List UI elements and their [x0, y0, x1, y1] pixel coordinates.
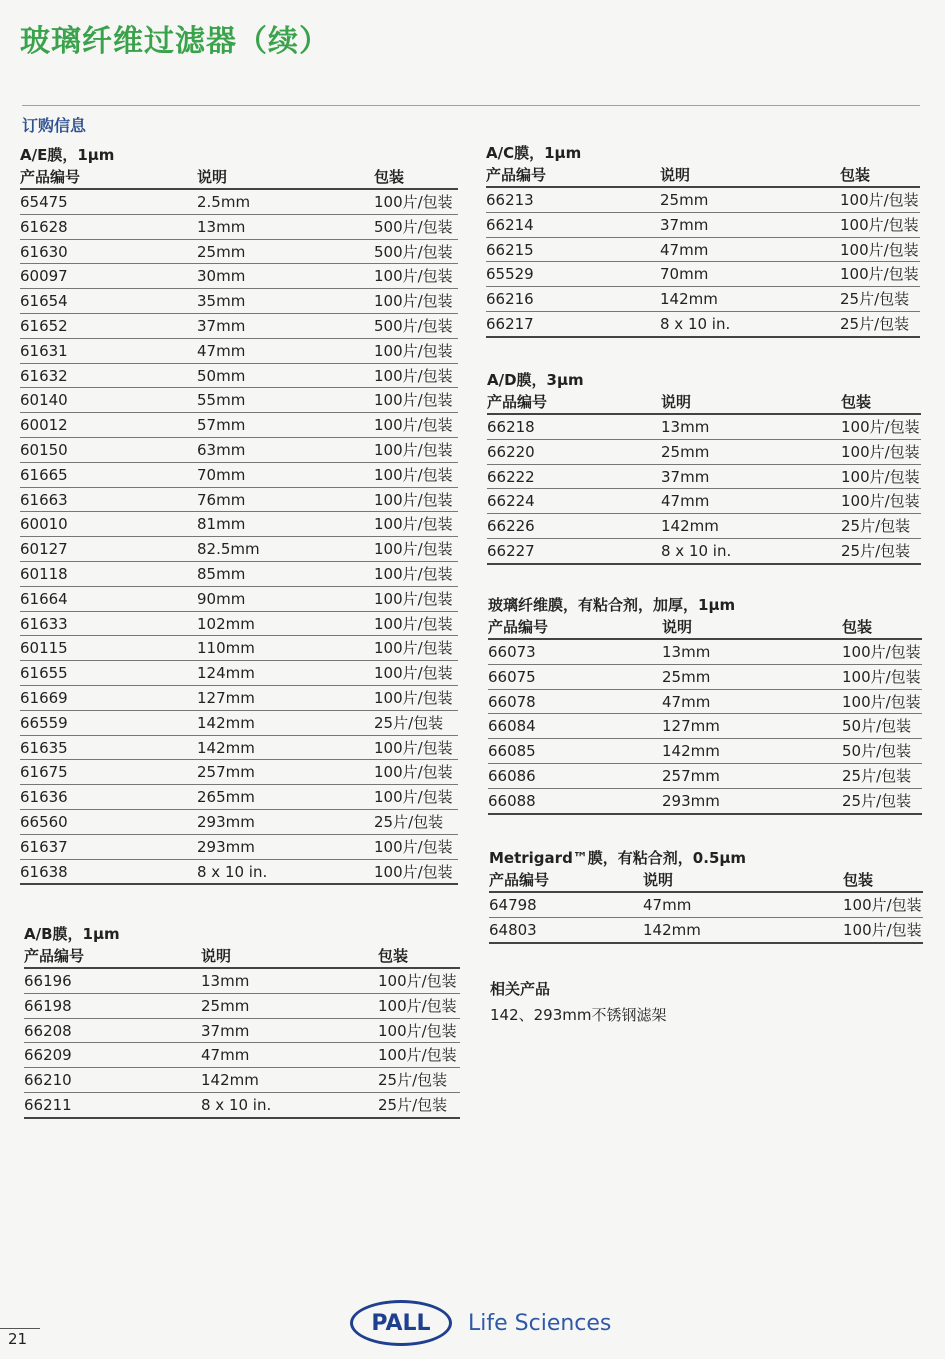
table-row — [24, 1019, 460, 1044]
description: 124mm — [197, 664, 255, 683]
product-code: 66084 — [488, 717, 536, 736]
description: 37mm — [197, 316, 246, 335]
package: 100片/包装 — [374, 515, 453, 534]
header-cell: 产品编号 — [487, 393, 548, 411]
product-code: 66198 — [24, 996, 72, 1015]
table-title: A/D膜，3μm — [487, 371, 584, 389]
description: 90mm — [197, 589, 246, 608]
table-header — [20, 166, 458, 190]
product-code: 66085 — [488, 742, 536, 761]
header-cell: 产品编号 — [486, 166, 547, 184]
description: 8 x 10 in. — [201, 1095, 272, 1114]
table-row — [486, 312, 920, 338]
product-code: 66208 — [24, 1021, 72, 1040]
header-cell: 产品编号 — [489, 871, 550, 889]
package: 100片/包装 — [374, 564, 453, 583]
table-row — [20, 686, 458, 711]
product-code: 64803 — [489, 920, 537, 939]
product-code: 66227 — [487, 541, 535, 560]
product-code: 60127 — [20, 540, 68, 559]
description: 47mm — [643, 896, 692, 914]
description: 57mm — [197, 416, 246, 435]
product-code: 61637 — [20, 837, 68, 856]
description: 102mm — [197, 614, 255, 633]
description: 37mm — [201, 1021, 250, 1040]
product-code: 60115 — [20, 639, 68, 658]
description: 127mm — [197, 688, 255, 707]
page-number: 21 — [8, 1330, 28, 1348]
table-row — [20, 785, 458, 810]
table-row — [487, 539, 921, 565]
description: 37mm — [660, 215, 709, 234]
product-code: 61654 — [20, 292, 68, 311]
table-row — [24, 1093, 460, 1119]
description: 142mm — [201, 1071, 259, 1090]
product-code: 66220 — [487, 442, 535, 461]
table-row — [487, 415, 921, 440]
package: 100片/包装 — [840, 191, 919, 209]
description: 37mm — [661, 467, 710, 486]
package: 100片/包装 — [374, 614, 453, 633]
description: 47mm — [661, 492, 710, 511]
description: 47mm — [201, 1046, 250, 1065]
description: 127mm — [662, 717, 720, 736]
package: 100片/包装 — [374, 366, 453, 385]
package: 25片/包装 — [378, 1071, 448, 1090]
table-header — [24, 945, 460, 969]
description: 30mm — [197, 267, 246, 286]
package: 100片/包装 — [841, 442, 920, 461]
product-code: 61632 — [20, 366, 68, 385]
package: 25片/包装 — [841, 541, 911, 560]
description: 85mm — [197, 564, 246, 583]
description: 25mm — [201, 996, 250, 1015]
product-code: 66211 — [24, 1095, 72, 1114]
table-row — [487, 440, 921, 465]
package: 100片/包装 — [841, 492, 920, 511]
table-header — [489, 869, 923, 893]
description: 257mm — [197, 763, 255, 782]
product-code: 61669 — [20, 688, 68, 707]
section-heading: 订购信息 — [22, 116, 87, 135]
package: 100片/包装 — [374, 688, 453, 707]
description: 13mm — [201, 972, 250, 990]
package: 100片/包装 — [374, 416, 453, 435]
package: 100片/包装 — [378, 1021, 457, 1040]
package: 100片/包装 — [378, 972, 457, 990]
description: 82.5mm — [197, 540, 260, 559]
table-row — [20, 463, 458, 488]
product-code: 60150 — [20, 440, 68, 459]
package: 100片/包装 — [378, 996, 457, 1015]
table-row — [24, 969, 460, 994]
table-row — [486, 188, 920, 213]
description: 47mm — [660, 240, 709, 259]
package: 100片/包装 — [374, 465, 453, 484]
product-code: 61630 — [20, 242, 68, 261]
description: 265mm — [197, 788, 255, 807]
product-code: 61665 — [20, 465, 68, 484]
package: 100片/包装 — [843, 920, 922, 939]
table-row — [24, 1068, 460, 1093]
package: 100片/包装 — [374, 639, 453, 658]
description: 25mm — [661, 442, 710, 461]
logo-text: Life Sciences — [468, 1310, 612, 1336]
description: 2.5mm — [197, 193, 251, 211]
product-code: 66196 — [24, 972, 72, 990]
product-code: 61664 — [20, 589, 68, 608]
product-code: 66214 — [486, 215, 534, 234]
table-row — [20, 835, 458, 860]
table-row — [487, 514, 921, 539]
package: 50片/包装 — [842, 717, 912, 736]
product-code: 61628 — [20, 217, 68, 236]
table-row — [20, 438, 458, 463]
header-cell: 产品编号 — [488, 618, 549, 636]
description: 13mm — [662, 643, 711, 661]
package: 100片/包装 — [378, 1046, 457, 1065]
table-title: A/B膜，1μm — [24, 925, 120, 943]
header-cell: 说明 — [201, 947, 232, 965]
description: 110mm — [197, 639, 255, 658]
description: 25mm — [197, 242, 246, 261]
header-cell: 包装 — [842, 618, 873, 636]
related-text: 142、293mm不锈钢滤架 — [490, 1006, 667, 1024]
table-row — [20, 314, 458, 339]
table-row — [20, 215, 458, 240]
description: 70mm — [197, 465, 246, 484]
package: 100片/包装 — [843, 896, 922, 914]
description: 76mm — [197, 490, 246, 509]
package: 100片/包装 — [374, 292, 453, 311]
table-ae — [20, 144, 458, 885]
product-code: 66216 — [486, 290, 534, 309]
page-title: 玻璃纤维过滤器（续） — [20, 24, 330, 59]
package: 100片/包装 — [374, 540, 453, 559]
product-code: 66078 — [488, 692, 536, 711]
table-row — [486, 262, 920, 287]
table-title: Metrigard™膜，有粘合剂，0.5μm — [489, 849, 747, 867]
table-row — [20, 860, 458, 886]
package: 100片/包装 — [374, 763, 453, 782]
package: 500片/包装 — [374, 316, 453, 335]
header-cell: 说明 — [660, 166, 691, 184]
description: 13mm — [661, 418, 710, 436]
product-code: 61635 — [20, 738, 68, 757]
package: 100片/包装 — [841, 467, 920, 486]
package: 100片/包装 — [842, 643, 921, 661]
description: 47mm — [662, 692, 711, 711]
description: 25mm — [662, 667, 711, 686]
package: 100片/包装 — [374, 341, 453, 360]
package: 100片/包装 — [374, 490, 453, 509]
description: 142mm — [197, 713, 255, 732]
table-row — [20, 587, 458, 612]
table-row — [20, 612, 458, 637]
package: 50片/包装 — [842, 742, 912, 761]
product-code: 66213 — [486, 191, 534, 209]
description: 50mm — [197, 366, 246, 385]
pall-logo — [350, 1300, 611, 1346]
description: 8 x 10 in. — [660, 314, 731, 333]
description: 63mm — [197, 440, 246, 459]
table-row — [488, 714, 922, 739]
description: 25mm — [660, 191, 709, 209]
product-code: 66088 — [488, 791, 536, 810]
table-row — [20, 488, 458, 513]
description: 8 x 10 in. — [661, 541, 732, 560]
table-row — [24, 994, 460, 1019]
header-cell: 包装 — [841, 393, 872, 411]
product-code: 61631 — [20, 341, 68, 360]
header-cell: 包装 — [378, 947, 409, 965]
table-row — [20, 760, 458, 785]
description: 47mm — [197, 341, 246, 360]
table-ad — [487, 369, 921, 565]
package: 100片/包装 — [374, 267, 453, 286]
package: 100片/包装 — [374, 738, 453, 757]
table-row — [487, 489, 921, 514]
product-code: 60118 — [20, 564, 68, 583]
product-code: 66209 — [24, 1046, 72, 1065]
table-row — [486, 238, 920, 263]
product-code: 61675 — [20, 763, 68, 782]
header-cell: 包装 — [374, 168, 405, 186]
table-header — [488, 616, 922, 640]
package: 25片/包装 — [840, 290, 910, 309]
product-code: 66224 — [487, 492, 535, 511]
description: 70mm — [660, 265, 709, 284]
table-row — [20, 512, 458, 537]
package: 25片/包装 — [842, 766, 912, 785]
description: 55mm — [197, 391, 246, 410]
header-cell: 说明 — [643, 871, 674, 889]
description: 35mm — [197, 292, 246, 311]
package: 100片/包装 — [374, 193, 453, 211]
product-code: 66218 — [487, 418, 535, 436]
table-row — [20, 264, 458, 289]
table-row — [489, 918, 923, 944]
package: 100片/包装 — [842, 667, 921, 686]
package: 100片/包装 — [841, 418, 920, 436]
product-code: 61652 — [20, 316, 68, 335]
table-row — [20, 190, 458, 215]
table-ac — [486, 142, 920, 338]
product-code: 66086 — [488, 766, 536, 785]
table-title: A/C膜，1μm — [486, 144, 582, 162]
product-code: 66215 — [486, 240, 534, 259]
product-code: 65529 — [486, 265, 534, 284]
description: 142mm — [661, 517, 719, 536]
product-code: 64798 — [489, 896, 537, 914]
package: 25片/包装 — [840, 314, 910, 333]
table-row — [488, 665, 922, 690]
table-row — [488, 690, 922, 715]
product-code: 66073 — [488, 643, 536, 661]
package: 100片/包装 — [374, 391, 453, 410]
package: 100片/包装 — [374, 440, 453, 459]
table-row — [20, 562, 458, 587]
package: 100片/包装 — [840, 215, 919, 234]
product-code: 66559 — [20, 713, 68, 732]
header-cell: 说明 — [661, 393, 692, 411]
product-code: 61636 — [20, 788, 68, 807]
table-row — [20, 810, 458, 835]
description: 8 x 10 in. — [197, 862, 268, 881]
table-row — [486, 213, 920, 238]
header-divider — [22, 105, 920, 106]
description: 81mm — [197, 515, 246, 534]
table-row — [24, 1043, 460, 1068]
table-row — [488, 789, 922, 815]
product-code: 65475 — [20, 193, 68, 211]
table-metrigard — [489, 847, 923, 944]
related-products — [490, 976, 667, 1028]
package: 100片/包装 — [374, 664, 453, 683]
description: 142mm — [197, 738, 255, 757]
package: 25片/包装 — [374, 812, 444, 831]
table-glass-fiber — [488, 594, 922, 815]
table-header — [487, 391, 921, 415]
product-code: 66217 — [486, 314, 534, 333]
header-cell: 说明 — [662, 618, 693, 636]
package: 100片/包装 — [840, 265, 919, 284]
product-code: 60140 — [20, 391, 68, 410]
product-code: 61633 — [20, 614, 68, 633]
description: 13mm — [197, 217, 246, 236]
table-row — [20, 537, 458, 562]
product-code: 66226 — [487, 517, 535, 536]
table-row — [488, 764, 922, 789]
description: 293mm — [197, 812, 255, 831]
description: 293mm — [197, 837, 255, 856]
table-row — [489, 893, 923, 918]
package: 100片/包装 — [374, 788, 453, 807]
table-row — [20, 339, 458, 364]
package: 25片/包装 — [842, 791, 912, 810]
package: 25片/包装 — [378, 1095, 448, 1114]
header-cell: 包装 — [843, 871, 874, 889]
description: 142mm — [660, 290, 718, 309]
product-code: 61663 — [20, 490, 68, 509]
header-cell: 包装 — [840, 166, 871, 184]
table-header — [486, 164, 920, 188]
product-code: 66560 — [20, 812, 68, 831]
product-code: 61638 — [20, 862, 68, 881]
table-row — [20, 736, 458, 761]
table-row — [488, 739, 922, 764]
table-ab — [24, 923, 460, 1119]
table-row — [20, 413, 458, 438]
table-title: 玻璃纤维膜，有粘合剂，加厚，1μm — [488, 596, 736, 614]
package: 100片/包装 — [374, 589, 453, 608]
header-cell: 说明 — [197, 168, 228, 186]
table-row — [487, 465, 921, 490]
product-code: 66210 — [24, 1071, 72, 1090]
product-code: 66075 — [488, 667, 536, 686]
table-row — [20, 636, 458, 661]
table-row — [486, 287, 920, 312]
package: 25片/包装 — [841, 517, 911, 536]
product-code: 60012 — [20, 416, 68, 435]
package: 100片/包装 — [374, 862, 453, 881]
logo-mark: PALL — [350, 1300, 452, 1346]
header-cell: 产品编号 — [24, 947, 85, 965]
product-code: 60010 — [20, 515, 68, 534]
package: 500片/包装 — [374, 217, 453, 236]
table-row — [20, 711, 458, 736]
product-code: 66222 — [487, 467, 535, 486]
table-row — [20, 661, 458, 686]
table-title: A/E膜，1μm — [20, 146, 115, 164]
table-row — [20, 289, 458, 314]
product-code: 61655 — [20, 664, 68, 683]
description: 257mm — [662, 766, 720, 785]
description: 142mm — [662, 742, 720, 761]
package: 500片/包装 — [374, 242, 453, 261]
package: 100片/包装 — [842, 692, 921, 711]
package: 25片/包装 — [374, 713, 444, 732]
table-row — [20, 388, 458, 413]
description: 142mm — [643, 920, 701, 939]
table-row — [20, 240, 458, 265]
table-row — [20, 364, 458, 389]
description: 293mm — [662, 791, 720, 810]
product-code: 60097 — [20, 267, 68, 286]
header-cell: 产品编号 — [20, 168, 81, 186]
package: 100片/包装 — [840, 240, 919, 259]
related-title: 相关产品 — [490, 980, 551, 998]
package: 100片/包装 — [374, 837, 453, 856]
table-row — [488, 640, 922, 665]
page-number-rule — [0, 1328, 40, 1329]
